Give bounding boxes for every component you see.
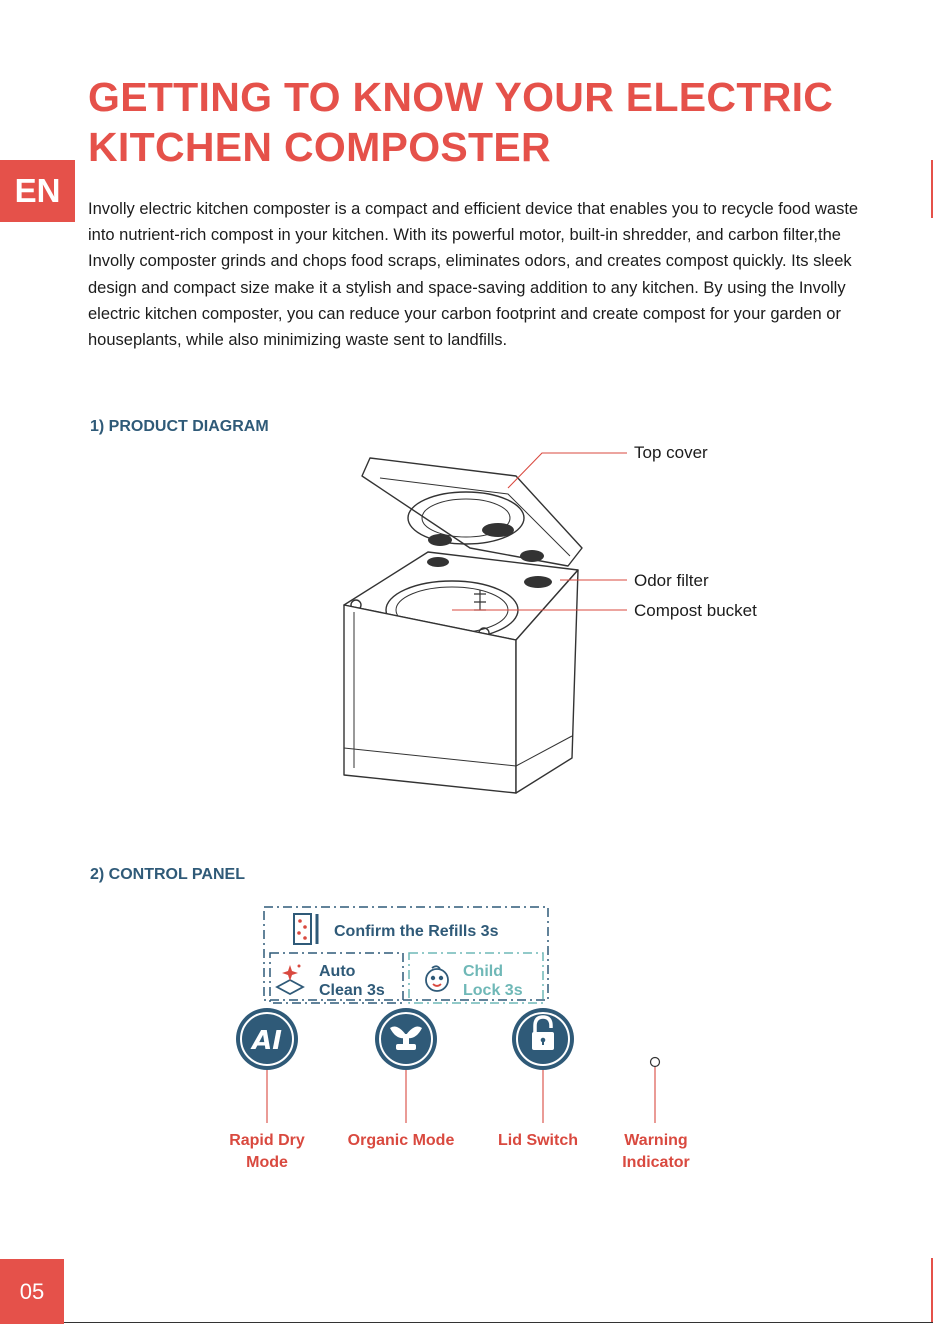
odor-filter-label: Odor filter xyxy=(634,571,709,590)
indicator-light-icon xyxy=(651,1058,660,1067)
compost-bucket-label: Compost bucket xyxy=(634,601,757,620)
language-tab: EN xyxy=(0,160,75,222)
lid-switch-button[interactable] xyxy=(512,1008,574,1070)
page-number: 05 xyxy=(0,1259,64,1324)
refill-icon xyxy=(294,914,317,944)
warning-indicator-label: Warning Indicator xyxy=(622,1132,690,1171)
auto-clean-label: Auto Clean 3s xyxy=(319,963,385,999)
intro-paragraph: Involly electric kitchen composter is a compact and efficient device that enables you to recycle food waste into nutrient-rich compost in your kitchen. With its powerful motor, built-in shredder, and carbon filter,the Involly composter grinds and chops food scraps, eliminates odors, and creates compost quickly. Its sleek design and compact size make it a stylish and space-saving addition to any kitchen. By using the Involly electric kitchen composter, you can reduce your carbon footprint and create compost for your garden or houseplants, while also minimizing waste sent to landfills. xyxy=(88,200,859,350)
lid-switch-label: Lid Switch xyxy=(498,1132,578,1149)
footer-rule xyxy=(64,1322,933,1323)
sparkle-icon xyxy=(277,965,303,995)
confirm-refills-label: Confirm the Refills 3s xyxy=(334,923,499,940)
rapid-dry-label: Rapid Dry Mode xyxy=(229,1132,305,1171)
child-lock-label: Child Lock 3s xyxy=(463,963,523,999)
rapid-dry-button[interactable] xyxy=(236,1008,298,1070)
child-face-icon xyxy=(426,966,448,991)
control-panel-heading: 2) CONTROL PANEL xyxy=(90,866,245,883)
organic-mode-label: Organic Mode xyxy=(347,1132,455,1149)
top-cover-label: Top cover xyxy=(634,443,708,462)
organic-mode-button[interactable] xyxy=(375,1008,437,1070)
page-title: GETTING TO KNOW YOUR ELECTRIC KITCHEN COMPOSTER xyxy=(88,74,834,170)
product-diagram-heading: 1) PRODUCT DIAGRAM xyxy=(90,418,269,435)
ai-icon: AI xyxy=(252,1026,282,1056)
